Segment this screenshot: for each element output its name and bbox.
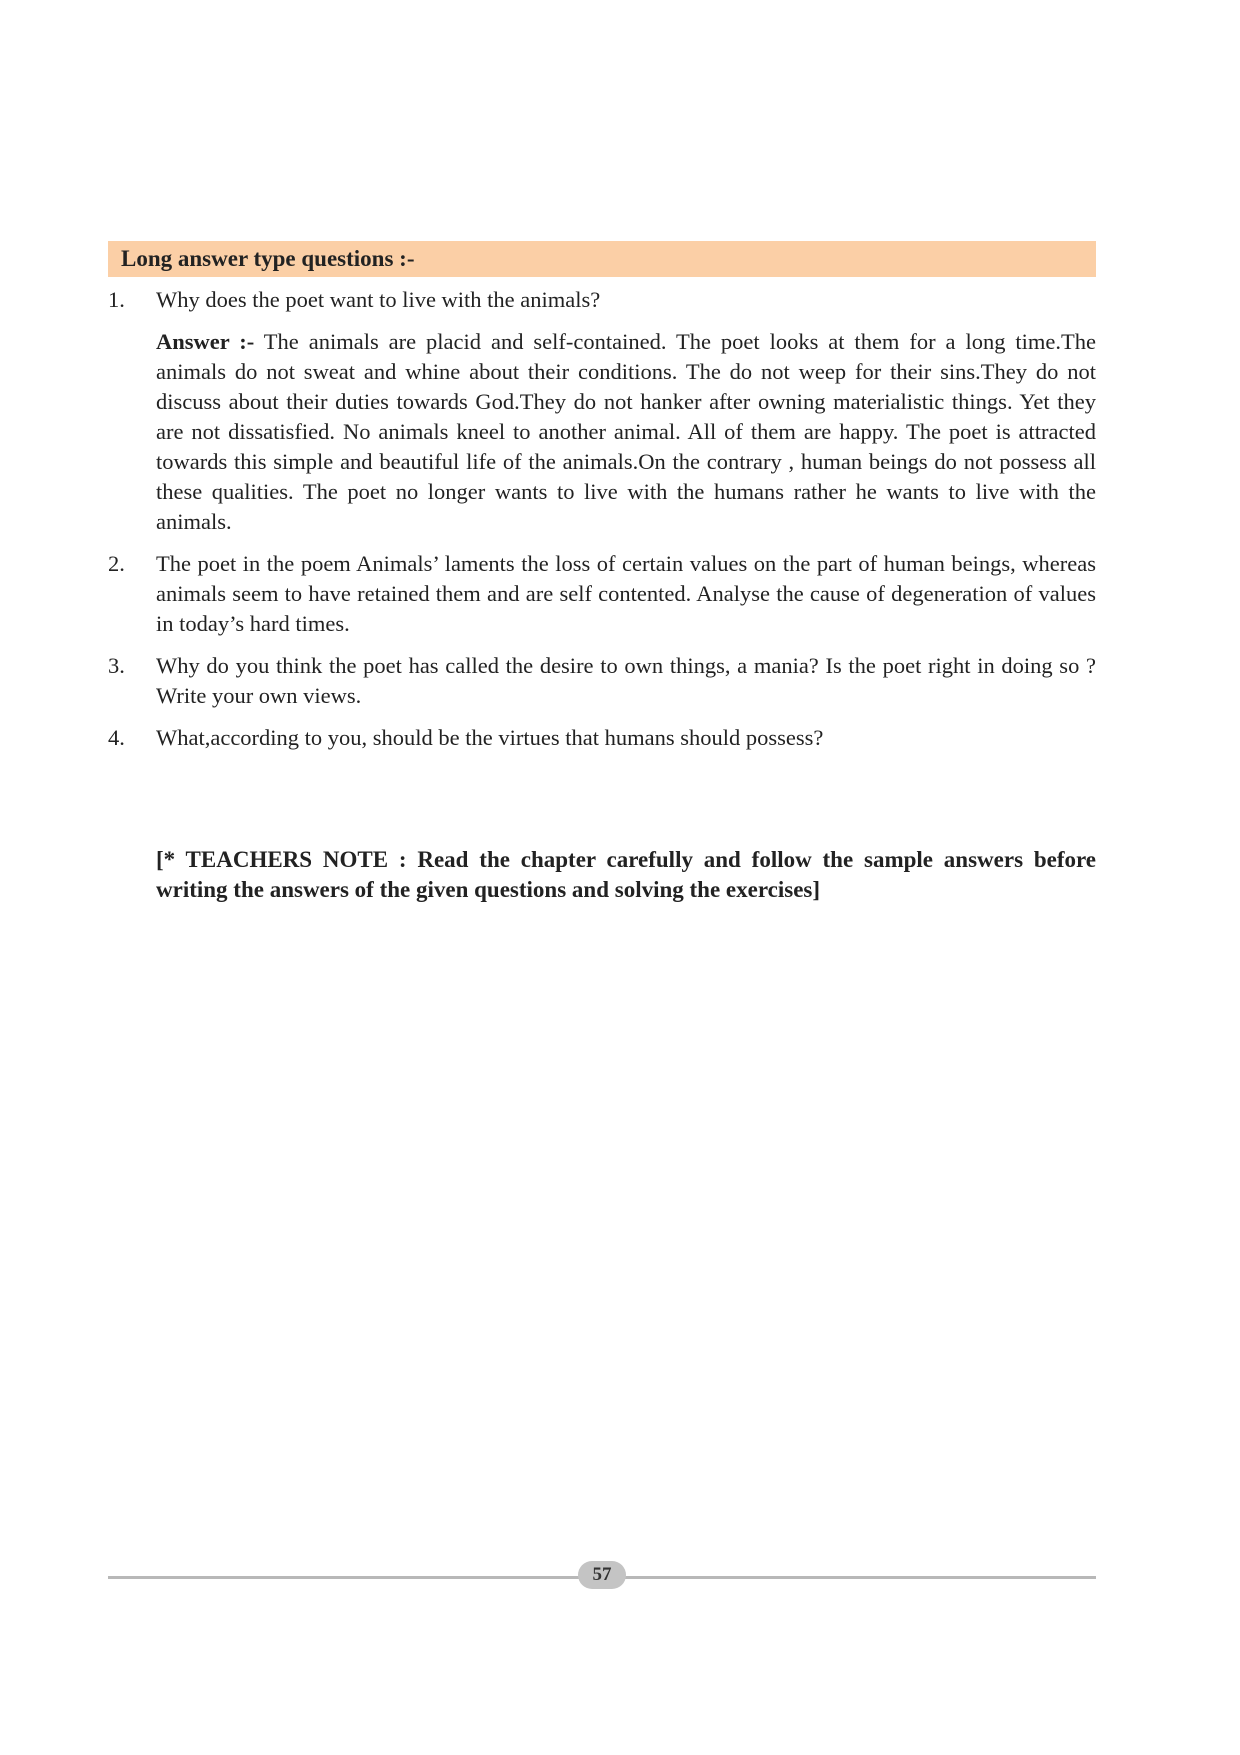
question-text: Why does the poet want to live with the animals?	[156, 287, 601, 312]
question-number: 3.	[108, 653, 125, 678]
question-text: The poet in the poem Animals’ laments the loss of certain values on the part of human beings, whereas animals seem to have retained them and are self contented. Analyse the cause of degeneration of values in today’s hard times.	[156, 551, 1096, 636]
answer-label: Answer :-	[156, 329, 255, 354]
answer-block	[156, 327, 1096, 537]
answer-text: The animals are placid and self-contained. The poet looks at them for a long time.The animals do not sweat and whine about their conditions. The do not weep for their sins.They do not discuss about their duties towards God.They do not hanker after owning materialistic things. Yet they are not dissatisfied. No animals kneel to another animal. All of them are happy. The poet is attracted towards this simple and beautiful life of the animals.On the contrary , human beings do not possess all these qualities. The poet no longer wants to live with the humans rather he wants to live with the animals.	[156, 329, 1096, 534]
teachers-note: [* TEACHERS NOTE : Read the chapter carefully and follow the sample answers before writing the answers of the given questions and solving the exercises]	[156, 847, 1096, 902]
question-item-4	[108, 723, 1096, 753]
question-item-1	[108, 285, 1096, 537]
question-number: 4.	[108, 725, 125, 750]
question-number: 1.	[108, 287, 125, 312]
page-number-badge: 57	[578, 1561, 626, 1589]
question-text: What,according to you, should be the virtues that humans should possess?	[156, 725, 824, 750]
question-text: Why do you think the poet has called the desire to own things, a mania? Is the poet right in doing so ? Write your own views.	[156, 653, 1096, 708]
section-heading: Long answer type questions :-	[108, 241, 1096, 277]
question-item-2	[108, 549, 1096, 639]
question-item-3	[108, 651, 1096, 711]
main-content	[108, 241, 1096, 765]
question-number: 2.	[108, 551, 125, 576]
